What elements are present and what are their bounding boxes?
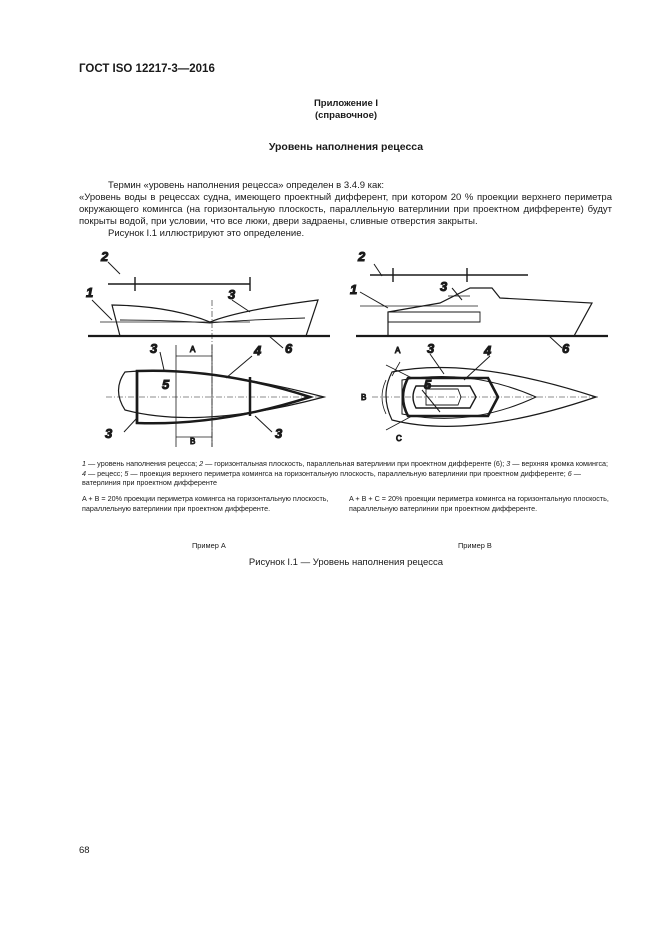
legend-text-4: — рецесс; (86, 468, 125, 478)
legend-text-3: — верхняя кромка комингса; (510, 459, 609, 468)
formula-example-a: A + B = 20% проекции периметра комингса на горизонтальную плоскость, параллельную ватерлинии при проектном дифференте. (82, 494, 329, 513)
legend-key-2: 2 (199, 459, 204, 468)
example-b-plan-view (372, 354, 600, 430)
label-A-b: А (395, 346, 401, 355)
label-B-a: В (190, 437, 196, 446)
figure-legend (82, 459, 612, 488)
label-2-a: 2 (101, 249, 109, 264)
legend-text-5: — проекция верхнего периметра комингса на горизонтальную плоскость, параллельную ватерлинии при проектном дифференте; (128, 468, 568, 478)
annex-title: Приложение I (313, 98, 379, 109)
legend-text-2: — горизонтальная плоскость, параллельная ватерлинии при проектном дифференте (6); (203, 459, 505, 468)
label-2-b: 2 (358, 249, 366, 264)
section-title: Уровень наполнения рецесса (268, 141, 424, 153)
label-4-b: 4 (484, 343, 492, 358)
example-b-label: Пример В (458, 541, 492, 550)
formula-example-b: A + B + C = 20% проекции периметра комингса на горизонтальную плоскость, параллельную ватерлинии при проектном дифференте. (349, 494, 609, 513)
label-3-a-side: 3 (228, 287, 236, 302)
legend-key-6: 6 (567, 468, 572, 478)
legend-key-5: 5 (124, 468, 129, 478)
label-3-a-plan-top: 3 (150, 341, 158, 356)
paragraph-intro: Термин «уровень наполнения рецесса» определен в 3.4.9 как: (108, 180, 385, 191)
label-3-a-plan-left: 3 (105, 426, 113, 441)
label-1-b: 1 (350, 282, 358, 297)
label-3-a-plan-right: 3 (275, 426, 283, 441)
figure-caption: Рисунок I.1 — Уровень наполнения рецесса (248, 557, 444, 568)
example-b-side-view (356, 264, 608, 348)
paragraph-figure-ref: Рисунок I.1 иллюстрируют это определение. (108, 228, 305, 239)
label-4-a: 4 (254, 343, 262, 358)
legend-key-3: 3 (506, 459, 511, 468)
label-5-b: 5 (424, 377, 432, 392)
example-a-side-view (88, 262, 330, 348)
example-a-label: Пример А (192, 541, 226, 550)
label-3-b-plan: 3 (427, 341, 435, 356)
label-5-a: 5 (162, 377, 170, 392)
legend-text-6: — ватерлиния при проектном дифференте (82, 468, 581, 488)
legend-key-1: 1 (82, 459, 86, 468)
label-6-a: 6 (285, 341, 293, 356)
page-number: 68 (79, 845, 90, 856)
standard-header: ГОСТ ISO 12217-3—2016 (79, 63, 215, 75)
label-1-a: 1 (86, 285, 94, 300)
label-B-b: В (361, 393, 367, 402)
legend-key-4: 4 (82, 468, 86, 478)
annex-type: (справочное) (314, 110, 378, 121)
figure-i1-drawing (0, 240, 661, 455)
label-6-b: 6 (562, 341, 570, 356)
label-A-a: А (190, 345, 196, 354)
paragraph-definition: «Уровень воды в рецессах судна, имеющего проектный дифферент, при котором 20 % проекции верхнего периметра окружающего комингса (на горизонтальную плоскость, параллельную ватерлинии при проектном дифференте) будут покрыты водой, при условии, что все люки, двери задраены, сливные отверстия закрыты. (79, 192, 612, 228)
label-3-b-side: 3 (440, 279, 448, 294)
label-C-b: С (396, 434, 402, 443)
legend-text-1: — уровень наполнения рецесса; (86, 459, 200, 468)
